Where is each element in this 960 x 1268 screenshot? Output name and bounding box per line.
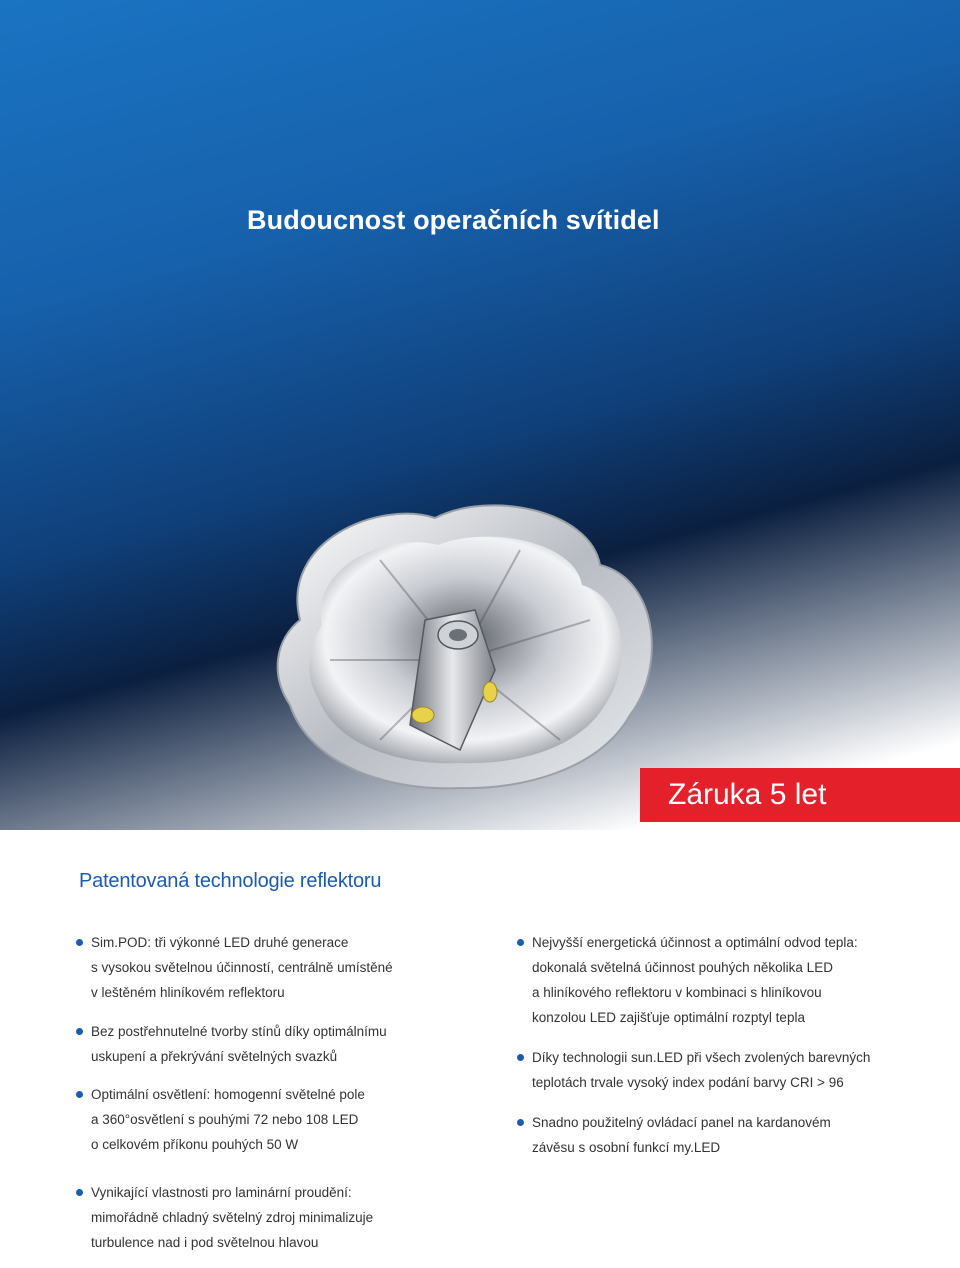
feature-line: uskupení a překrývání světelných svazků: [91, 1049, 338, 1064]
feature-item: [517, 930, 917, 1030]
feature-line: konzolou LED zajišťuje optimální rozptyl tepla: [532, 1010, 805, 1025]
feature-item: [517, 1045, 917, 1095]
feature-item: [517, 1110, 917, 1160]
led-reflector-image: [260, 470, 670, 830]
feature-item: [76, 930, 456, 1005]
feature-line: Optimální osvětlení: homogenní světelné pole: [91, 1087, 365, 1102]
feature-line: a hliníkového reflektoru v kombinaci s hliníkovou: [532, 985, 822, 1000]
warranty-badge: Záruka 5 let: [640, 768, 960, 822]
feature-line: Nejvyšší energetická účinnost a optimální odvod tepla:: [532, 935, 858, 950]
feature-line: Vynikající vlastnosti pro laminární proudění:: [91, 1185, 352, 1200]
feature-line: a 360°osvětlení s pouhými 72 nebo 108 LED: [91, 1112, 359, 1127]
feature-line: turbulence nad i pod světelnou hlavou: [91, 1235, 319, 1250]
features-right-column: [517, 930, 917, 1175]
feature-line: Bez postřehnutelné tvorby stínů díky optimálnímu: [91, 1024, 387, 1039]
feature-line: v leštěném hliníkovém reflektoru: [91, 985, 285, 1000]
bullet-dot-icon: [517, 1054, 524, 1061]
feature-line: s vysokou světelnou účinností, centrálně umístěné: [91, 960, 393, 975]
bullet-dot-icon: [76, 939, 83, 946]
feature-line: Snadno použitelný ovládací panel na kardanovém: [532, 1115, 831, 1130]
feature-item: [76, 1082, 456, 1157]
section-title: Patentovaná technologie reflektoru: [79, 870, 382, 892]
bullet-dot-icon: [76, 1028, 83, 1035]
feature-line: teplotách trvale vysoký index podání barvy CRI > 96: [532, 1075, 844, 1090]
features-left-column: [76, 930, 456, 1268]
bullet-dot-icon: [76, 1189, 83, 1196]
feature-line: Sim.POD: tři výkonné LED druhé generace: [91, 935, 349, 950]
feature-line: dokonalá světelná účinnost pouhých několika LED: [532, 960, 833, 975]
feature-line: závěsu s osobní funkcí my.LED: [532, 1140, 721, 1155]
feature-item: [76, 1019, 456, 1069]
feature-line: Díky technologii sun.LED při všech zvolených barevných: [532, 1050, 871, 1065]
feature-item: [76, 1180, 456, 1255]
bullet-dot-icon: [517, 1119, 524, 1126]
bullet-dot-icon: [76, 1091, 83, 1098]
hero-title: Budoucnost operačních svítidel: [247, 205, 660, 235]
feature-line: mimořádně chladný světelný zdroj minimalizuje: [91, 1210, 374, 1225]
bullet-dot-icon: [517, 939, 524, 946]
feature-line: o celkovém příkonu pouhých 50 W: [91, 1137, 299, 1152]
